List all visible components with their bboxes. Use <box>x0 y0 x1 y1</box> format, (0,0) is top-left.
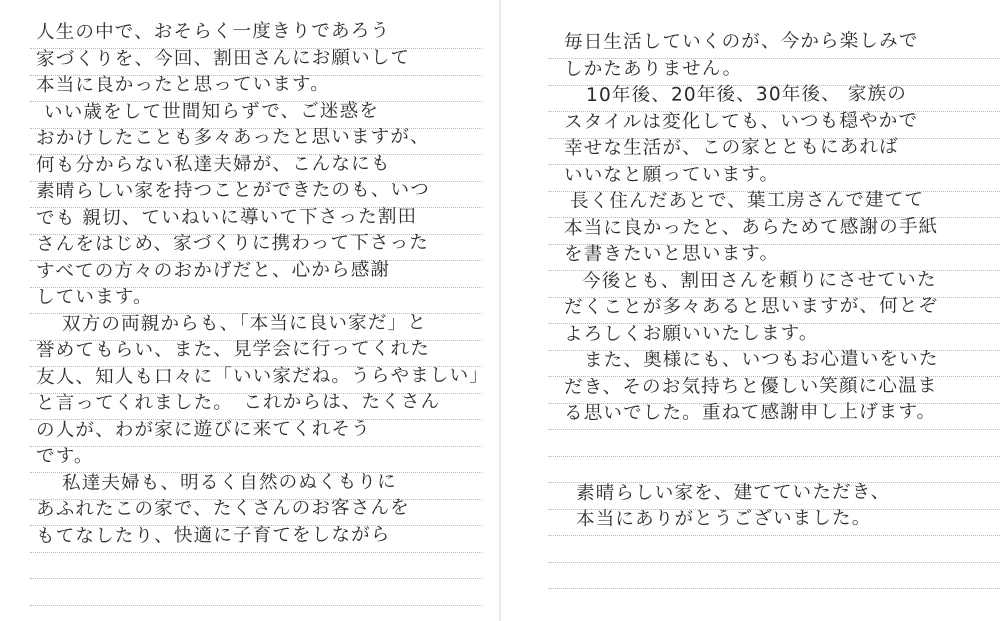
ruled-line <box>548 535 1000 536</box>
letter-line: しかたありません。 <box>563 57 743 80</box>
ruled-line <box>30 446 482 447</box>
ruled-line <box>30 552 482 553</box>
letter-page-right <box>500 0 1000 621</box>
letter-line: 素晴らしい家を持つことができたのも、いつ <box>35 179 430 202</box>
letter-line: と言ってくれました。 これからは、たくさん <box>35 391 441 414</box>
letter-line: おかけしたことも多々あったと思いますが、 <box>35 126 430 149</box>
letter-line: る思いでした。重ねて感謝申し上げます。 <box>563 401 937 424</box>
letter-line: さんをはじめ、家づくりに携わって下さった <box>35 232 429 255</box>
letter-line: を書きたいと思います。 <box>563 243 780 265</box>
letter-line: スタイルは変化しても、いつも穏やかで <box>563 109 919 133</box>
letter-line: 家づくりを、今回、割田さんにお願いして <box>35 46 411 70</box>
letter-line: いいなと願っています。 <box>563 163 780 186</box>
letter-line: でも 親切、ていねいに導いて下さった割田 <box>35 205 418 229</box>
letter-line: また、奥様にも、いつもお心遣いをいた <box>583 348 939 371</box>
ruled-line <box>30 578 482 579</box>
letter-line: 幸せな生活が、この家とともにあれば <box>563 136 899 159</box>
letter-line: だくことが多々あると思いますが、何とぞ <box>563 295 939 318</box>
letter-line: あふれたこの家で、たくさんのお客さんを <box>35 497 410 520</box>
letter-line: 私達夫婦も、明るく自然のぬくもりに <box>61 471 397 494</box>
letter-line: 何も分からない私達夫婦が、こんなにも <box>35 152 391 176</box>
letter-line: いい歳をして世間知らずで、ご迷惑を <box>43 100 380 123</box>
letter-line: 今後とも、割田さんを頼りにさせていた <box>581 268 937 292</box>
letter-line: すべての方々のおかげだと、心から感謝 <box>35 258 391 282</box>
letter-line: 双方の両親からも、「本当に良い家だ」と <box>61 311 427 335</box>
letter-line: 素晴らしい家を、建てていただき、 <box>575 481 891 504</box>
ruled-line <box>548 562 1000 563</box>
letter-line: 毎日生活していくのが、今から楽しみで <box>563 30 919 53</box>
ruled-line <box>30 605 482 606</box>
letter-line: 本当に良かったと、あらためて感謝の手紙 <box>563 215 939 239</box>
letter-line: 本当に良かったと思っています。 <box>35 73 330 96</box>
letter-line: 人生の中で、おそらく一度きりであろう <box>35 20 391 43</box>
ruled-line <box>548 429 1000 430</box>
letter-line: です。 <box>35 445 94 467</box>
letter-line: もてなしたり、快適に子育てをしながら <box>35 523 391 547</box>
letter-line: 10年後、20年後、30年後、 家族の <box>585 83 907 106</box>
letter-line: の人が、わが家に遊びに来てくれそう <box>35 418 371 441</box>
letter-line: 長く住んだあとで、葉工房さんで建てて <box>569 189 925 212</box>
letter-line: 友人、知人も口々に「いい家だね。うらやましい」 <box>35 364 490 388</box>
letter-line: だき、そのお気持ちと優しい笑顔に心温ま <box>563 374 938 398</box>
letter-line: 本当にありがとうございました。 <box>575 507 872 530</box>
letter-line: よろしくお願いいたします。 <box>563 322 819 345</box>
ruled-line <box>548 456 1000 457</box>
ruled-line <box>548 588 1000 589</box>
letter-line: しています。 <box>35 286 153 308</box>
letter-line: 誉めてもらい、また、見学会に行ってくれた <box>35 338 430 361</box>
